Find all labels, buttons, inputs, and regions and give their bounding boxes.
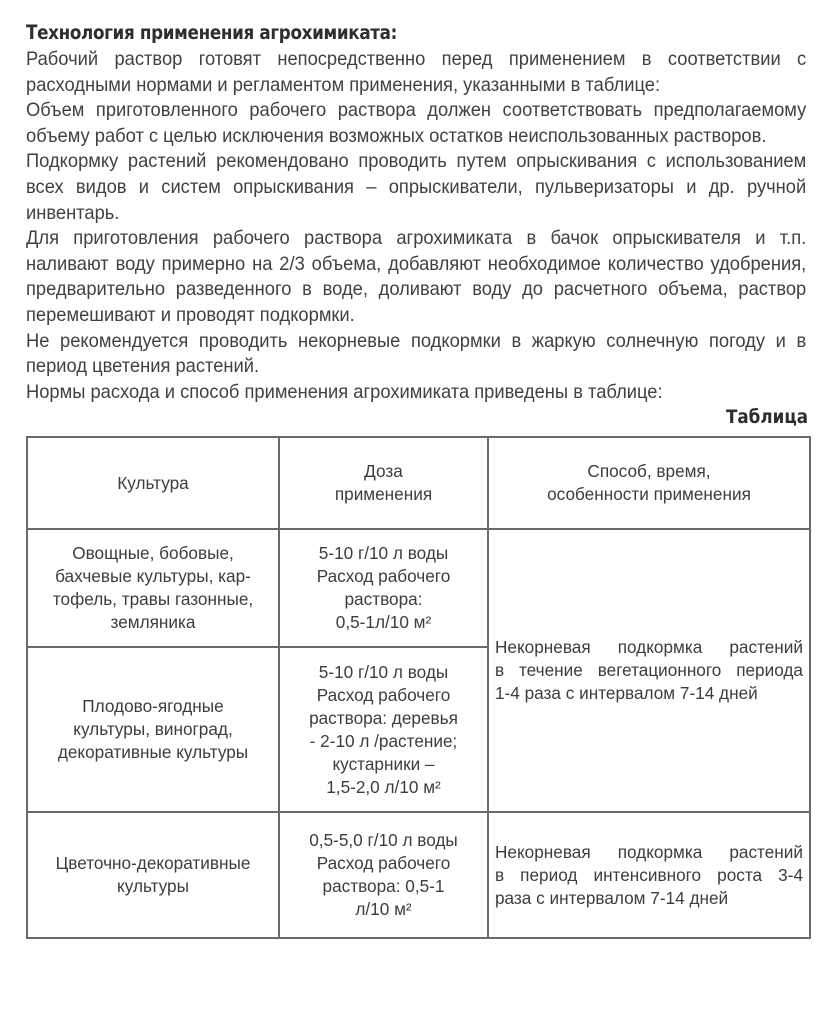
cell-method <box>488 812 810 938</box>
culture-line: Цветочно-декоративные <box>55 853 251 874</box>
application-norms-table <box>26 436 811 939</box>
cell-dose <box>279 647 488 812</box>
dose-line: 1,5-2,0 л/10 м² <box>326 776 441 797</box>
culture-line: культуры <box>117 876 189 897</box>
cell-culture <box>27 647 279 812</box>
page-title: Технология применения агрохимиката: <box>26 21 398 44</box>
table-caption: Таблица <box>725 406 808 429</box>
cell-culture <box>27 812 279 938</box>
paragraph-4: Для приготовления рабочего раствора агрохимиката в бачок опрыскивателя и т.п. наливают воду примерно на 2/3 объема, добавляют необходимое количество удобрения, предварительно разведенного в воде, доливают воду до расчетного объема, раствор перемешивают и проводят подкормки. <box>26 228 807 326</box>
column-header-method-line1: Способ, время, <box>587 461 711 482</box>
dose-line: Расход рабочего <box>316 684 451 705</box>
method-line: в течение вегетационного периода <box>495 660 803 681</box>
paragraph-5: Не рекомендуется проводить некорневые подкормки в жаркую солнечную погоду и в период цветения растений. <box>26 330 807 378</box>
dose-line: Расход рабочего <box>316 566 451 587</box>
dose-line: л/10 м² <box>355 899 412 920</box>
paragraph-6: Нормы расхода и способ применения агрохимиката приведены в таблице: <box>26 381 663 403</box>
culture-line: декоративные культуры <box>57 742 249 763</box>
dose-line: 0,5-5,0 г/10 л воды <box>309 830 458 851</box>
cell-method <box>488 529 810 812</box>
column-header-method-line2: особенности применения <box>547 484 751 505</box>
dose-line: 5-10 г/10 л воды <box>318 661 449 682</box>
culture-line: Овощные, бобовые, <box>72 543 234 564</box>
method-line: в период интенсивного роста 3-4 <box>495 864 803 885</box>
paragraph-3: Подкормку растений рекомендовано проводить путем опрыскивания с использованием всех видов и систем опрыскивания – опрыскиватели, пульверизаторы и др. ручной инвентарь. <box>26 151 807 224</box>
dose-line: 5-10 г/10 л воды <box>318 543 449 564</box>
column-header-dose-line1: Доза <box>364 461 403 482</box>
method-line: раза с интервалом 7-14 дней <box>495 887 729 908</box>
cell-dose <box>279 812 488 938</box>
dose-line: раствора: <box>344 589 423 610</box>
paragraph-1: Рабочий раствор готовят непосредственно перед применением в соответствии с расходными нормами и регламентом применения, указанными в таблице: <box>26 49 807 96</box>
culture-line: бахчевые культуры, кар- <box>55 566 251 587</box>
column-header-dose <box>279 437 488 529</box>
table-header-row <box>27 437 810 529</box>
method-line: Некорневая подкормка растений <box>495 841 803 862</box>
culture-line: земляника <box>110 612 196 633</box>
dose-line: 0,5-1л/10 м² <box>335 612 432 633</box>
cell-dose <box>279 529 488 647</box>
dose-line: кустарники – <box>332 753 435 774</box>
column-header-culture-label: Культура <box>117 472 189 493</box>
dose-line: раствора: 0,5-1 <box>322 876 445 897</box>
column-header-dose-line2: применения <box>334 484 433 505</box>
dose-line: - 2-10 л /растение; <box>309 730 458 751</box>
culture-line: тофель, травы газонные, <box>52 589 254 610</box>
culture-line: Плодово-ягодные <box>82 696 224 717</box>
method-line: 1-4 раза с интервалом 7-14 дней <box>495 683 758 704</box>
dose-line: раствора: деревья <box>309 707 458 728</box>
dose-line: Расход рабочего <box>316 853 451 874</box>
table-row <box>27 529 810 647</box>
culture-line: культуры, виноград, <box>73 719 233 740</box>
cell-culture <box>27 529 279 647</box>
method-line: Некорневая подкормка растений <box>495 637 803 658</box>
column-header-culture <box>27 437 279 529</box>
column-header-method <box>488 437 810 529</box>
paragraph-2: Объем приготовленного рабочего раствора должен соответствовать предполагаемому объему работ с целью исключения возможных остатков неиспользованных растворов. <box>26 100 807 147</box>
table-row <box>27 812 810 938</box>
